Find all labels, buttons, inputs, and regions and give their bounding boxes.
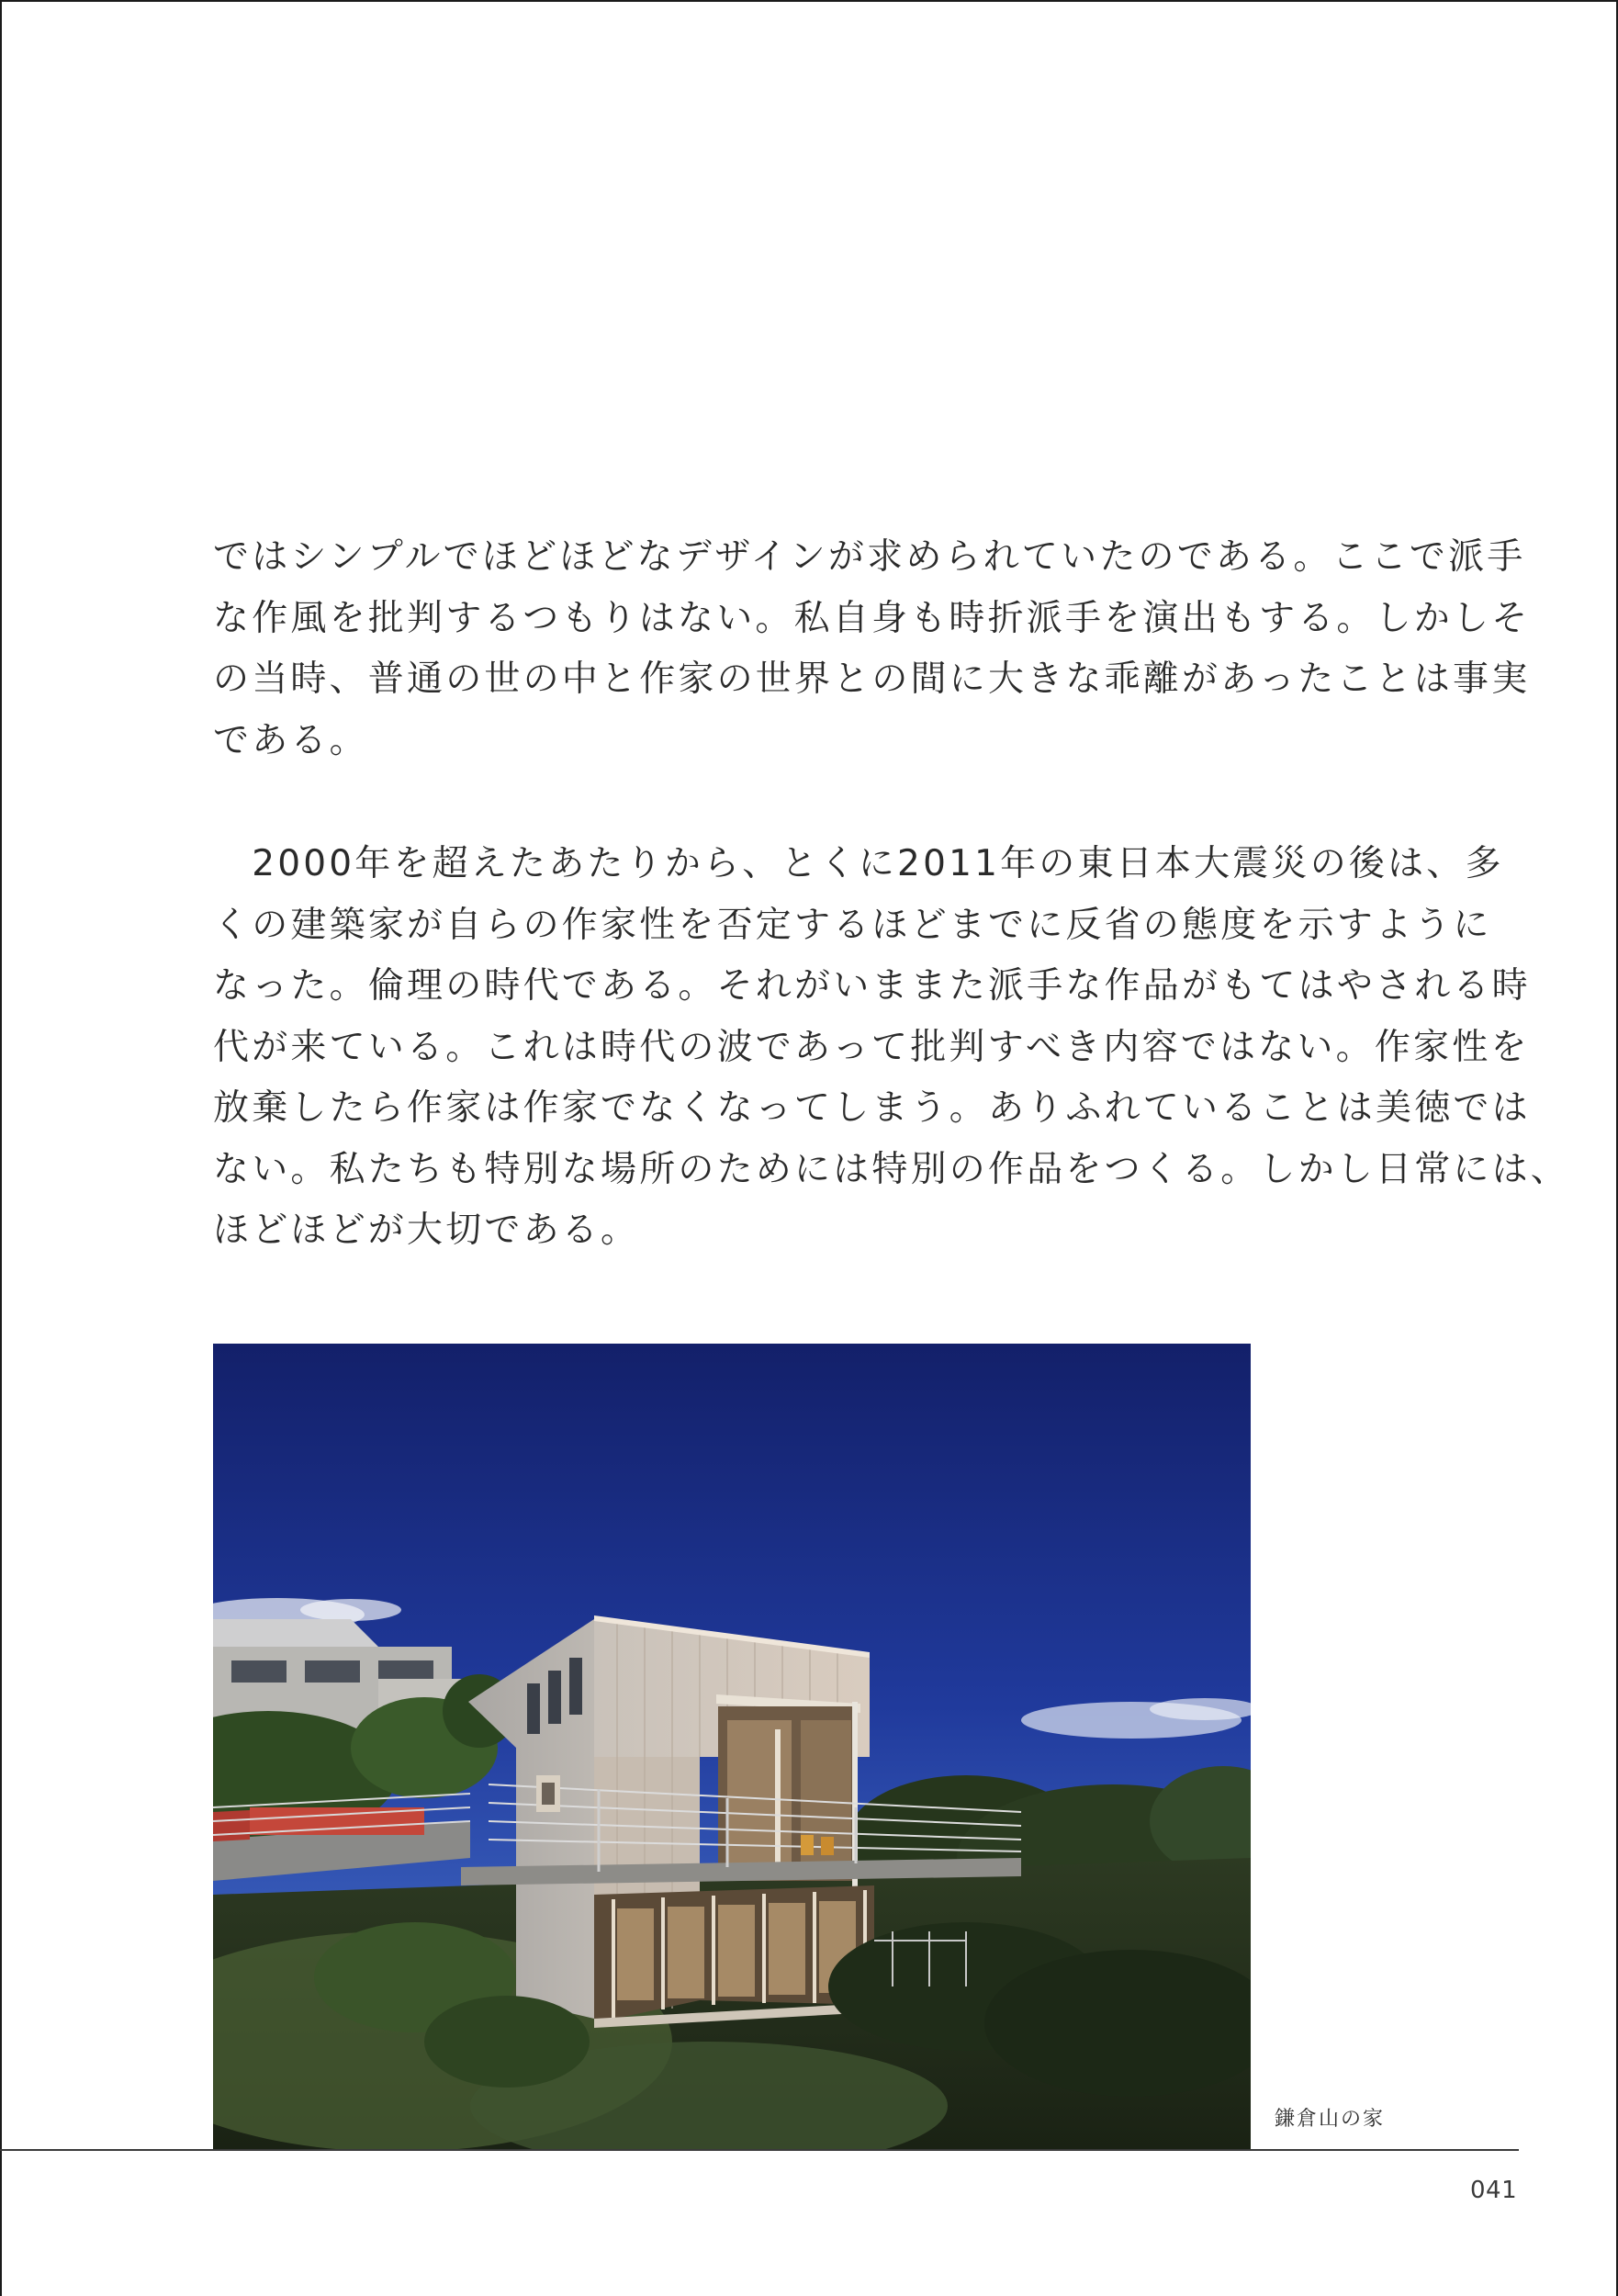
- footer-rule: [0, 2149, 1519, 2151]
- page-number: 041: [1470, 2177, 1518, 2204]
- text-line: の当時、普通の世の中と作家の世界との間に大きな乖離があったことは事実: [213, 658, 1531, 700]
- text-line: ない。私たちも特別な場所のためには特別の作品をつくる。しかし日常には、: [213, 1148, 1570, 1190]
- text-line: なった。倫理の時代である。それがいままた派手な作品がもてはやされる時: [213, 965, 1531, 1007]
- figure-caption: 鎌倉山の家: [1275, 2108, 1386, 2131]
- text-line: 代が来ている。これは時代の波であって批判すべき内容ではない。作家性を: [213, 1026, 1530, 1068]
- page-border-left: [0, 0, 2, 2296]
- text-line: な作風を批判するつもりはない。私自身も時折派手を演出もする。しかしそ: [213, 597, 1531, 639]
- page-border-top: [0, 0, 1618, 2]
- text-line: 2000年を超えたあたりから、とくに2011年の東日本大震災の後は、多: [213, 843, 1504, 884]
- paragraph-1: [213, 531, 1531, 768]
- house-photo-illustration: [213, 1344, 1251, 2149]
- paragraph-gap: [213, 775, 1444, 838]
- text-line: である。: [213, 719, 368, 761]
- body-text: [213, 531, 1570, 1266]
- text-line: ではシンプルでほどほどなデザインが求められていたのである。ここで派手: [213, 536, 1526, 578]
- paragraph-2: [213, 838, 1570, 1257]
- text-line: ほどほどが大切である。: [213, 1210, 640, 1251]
- text-line: 放棄したら作家は作家でなくなってしまう。ありふれていることは美徳では: [213, 1087, 1531, 1129]
- house-photo: [213, 1344, 1251, 2149]
- text-line: くの建築家が自らの作家性を否定するほどまでに反省の態度を示すように: [213, 904, 1492, 946]
